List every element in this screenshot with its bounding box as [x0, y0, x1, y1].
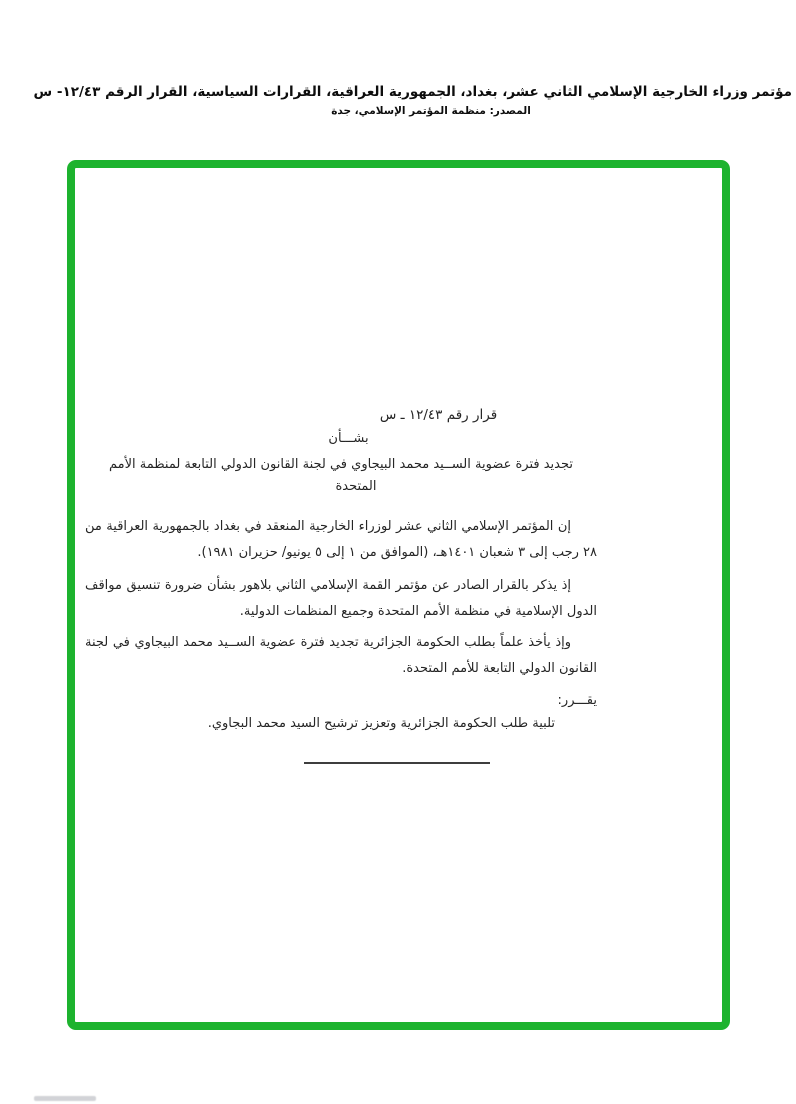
document-header	[33, 84, 792, 117]
decides-label: يقـــرر:	[557, 693, 597, 708]
header-title: مؤتمر وزراء الخارجية الإسلامي الثاني عشر، بغداد، الجمهورية العراقية، القرارات السياسية، القرار الرقم ١٢/٤٣- س	[33, 84, 792, 100]
resolution-title-line1: تجديد فترة عضوية الســيد محمد البيجاوي في لجنة القانون الدولي التابعة لمنظمة الأمم	[108, 457, 574, 472]
regarding-label: بشـــأن	[328, 431, 369, 446]
resolution-number: قرار رقم ١٢/٤٣ ـ س	[379, 407, 498, 423]
paragraph-noting: وإذ يأخذ علماً بطلب الحكومة الجزائرية تجديد فترة عضوية الســيد محمد البيجاوي في لجنة القانون الدولي التابعة للأمم المتحدة.	[85, 635, 597, 676]
header-source: المصدر: منظمة المؤتمر الإسلامي، جدة	[331, 105, 531, 117]
resolution-title-line2: المتحدة	[335, 479, 377, 494]
scan-artifact	[34, 1096, 96, 1101]
paragraph-session: إن المؤتمر الإسلامي الثاني عشر لوزراء الخارجية المنعقد في بغداد بالجمهورية العراقية من ٢٨ رجب إلى ٣ شعبان ١٤٠١هـ، (الموافق من ١ إلى ٥ يونيو/ حزيران ١٩٨١).	[85, 519, 597, 560]
document-body	[85, 404, 597, 735]
paragraph-recalling: إذ يذكر بالقرار الصادر عن مؤتمر القمة الإسلامي الثاني بلاهور بشأن ضرورة تنسيق مواقف الدول الإسلامية في منظمة الأمم المتحدة وجميع المنظمات الدولية.	[85, 578, 597, 619]
decision-text: تلبية طلب الحكومة الجزائرية وتعزيز ترشيح السيد محمد البجاوي.	[207, 716, 555, 731]
divider-line	[304, 762, 490, 764]
